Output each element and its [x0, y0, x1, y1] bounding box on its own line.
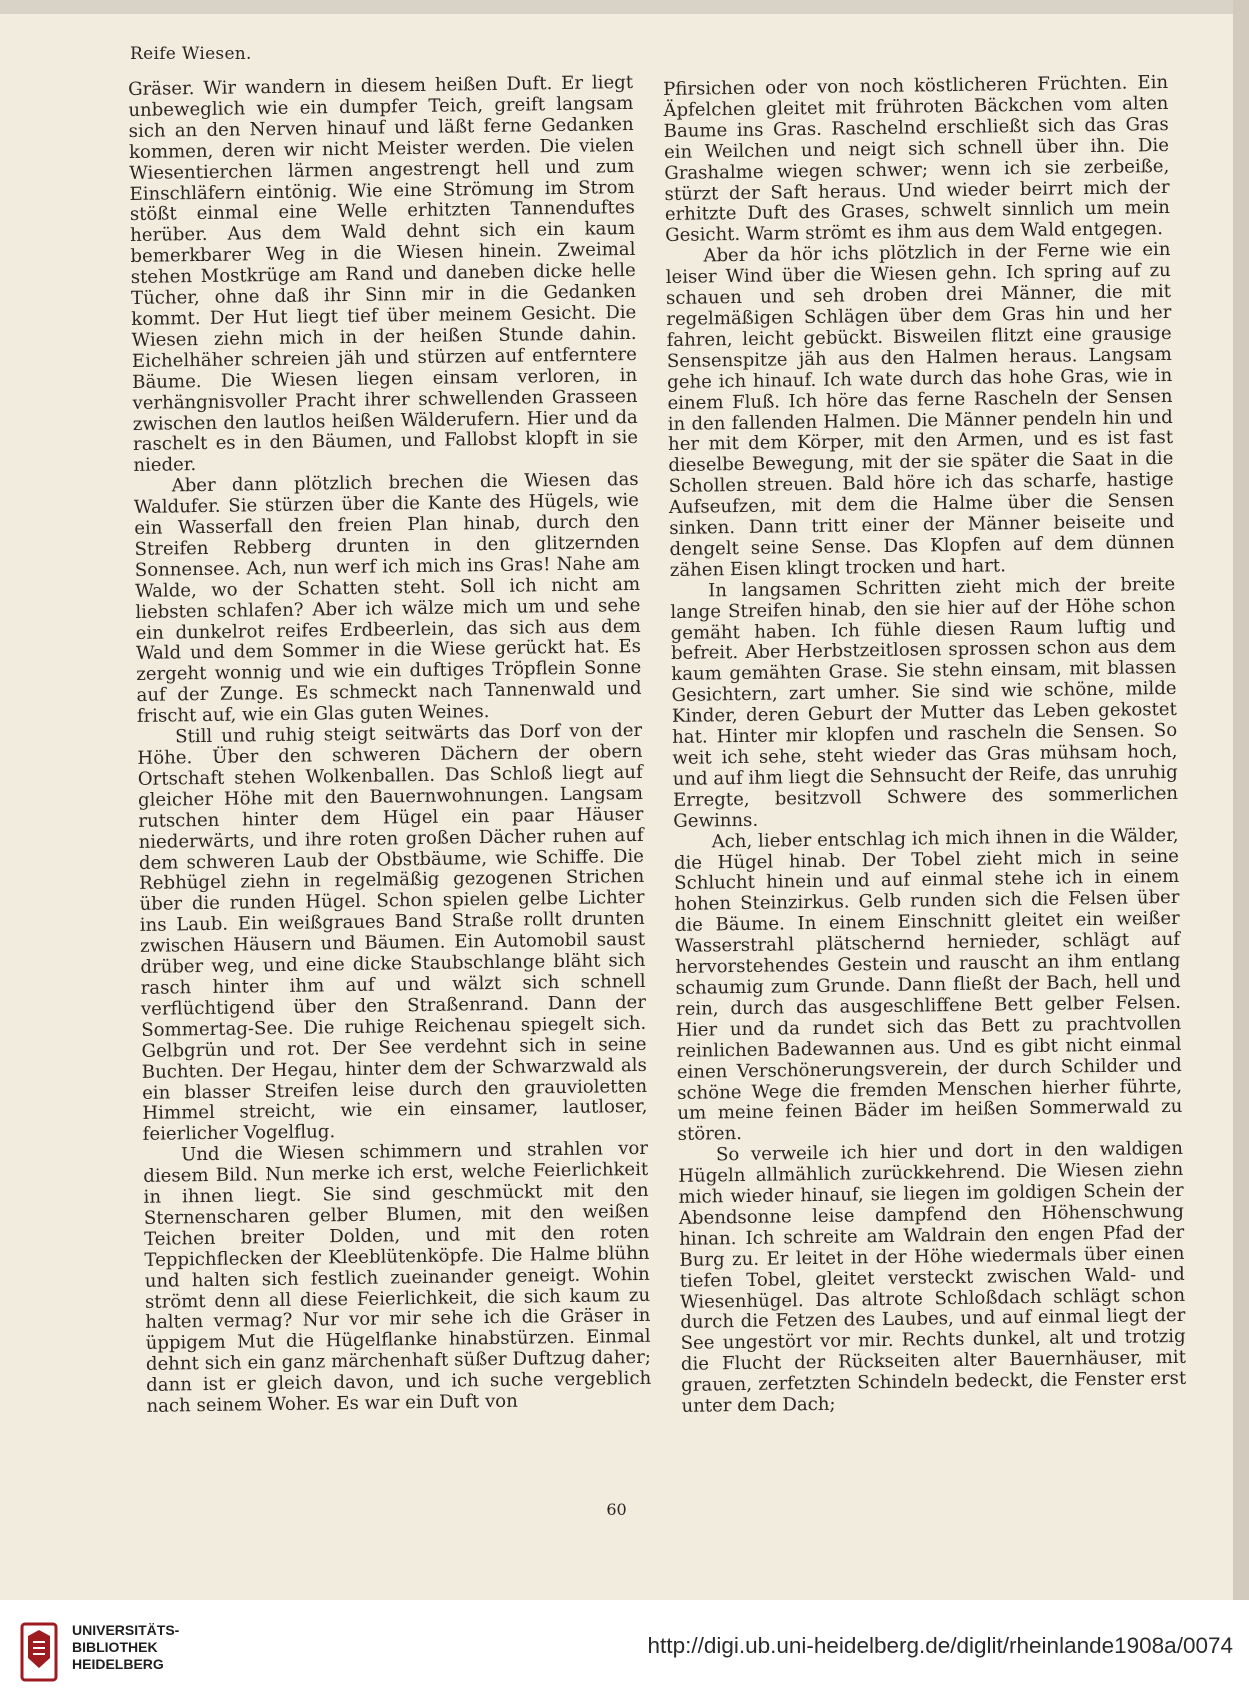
right-text-column	[663, 73, 1187, 1418]
page-number: 60	[606, 1500, 627, 1519]
paragraph: Pfirsichen oder von noch köstlicheren Früchten. Ein Äpfelchen gleitet mit frühroten Bäckchen vom alten Baume ins Gras. Raschelnd erschließt sich das Gras ein Weilchen und neigt sich schnell über ihn. Die Grashalme wiegen schwer; wenn ich sie zerbeiße, stürzt der Saft heraus. Und wieder beirrt mich der erhitzte Duft des Grases, schwelt sinnlich um mein Gesicht. Warm strömt es ihm aus dem Wald entgegen.	[662, 71, 1170, 247]
book-page	[0, 14, 1233, 1600]
paragraph: Und die Wiesen schimmern und strahlen vor diesem Bild. Nun merke ich erst, welche Feierlichkeit in ihnen liegt. Sie sind geschmückt mit den Sternenscharen gelber Blumen, mit den weißen Teichen breiter Dolden, und mit den roten Teppichflecken der Kleeblütenköpfe. Die Halme blühn und halten sich festlich zueinander geneigt. Wohin strömt denn all diese Feierlichkeit, die sich kaum zu halten vermag? Nur vor mir sehe ich die Gräser in üppigem Mut die Hügelflanke hinabstürzen. Einmal dehnt sich ein ganz märchenhaft süßer Duftzug daher; dann ist er gleich davon, und ich suche vergeblich nach seinem Woher. Es war ein Duft von	[143, 1138, 652, 1417]
scan-border-top	[0, 0, 1249, 14]
left-text-column	[128, 73, 652, 1418]
paragraph: Aber dann plötzlich brechen die Wiesen das Waldufer. Sie stürzen über die Kante des Hügels, wie ein Wasserfall den freien Plan hinab, durch den Streifen Rebberg drunten in den glitzernden Sonnensee. Ach, nun werf ich mich ins Gras! Nahe am Walde, wo der Schatten steht. Soll ich nicht am liebsten schlafen? Aber ich wälze mich um und sehe ein dunkelrot reifes Erdbeerlein, das sich aus dem Wald und dem Sommer in die Wiese gerückt hat. Es zergeht wonnig und wie ein duftiges Tröpflein Sonne auf der Zunge. Es schmeckt nach Tannenwald und frischt auf, wie ein Glas guten Weines.	[133, 469, 642, 728]
source-url-link[interactable]: http://digi.ub.uni-heidelberg.de/diglit/rheinlande1908a/0074	[647, 1633, 1233, 1658]
paragraph: Still und ruhig steigt seitwärts das Dorf von der Höhe. Über den schweren Dächern der obern Ortschaft stehen Wolkenballen. Das Schloß liegt auf gleicher Höhe mit den Bauernwohnungen. Langsam rutschen hinter dem Hügel ein paar Häuser niederwärts, und ihre roten großen Dächer ruhen auf dem schweren Laub der Obstbäume, wie Schiffe. Die Rebhügel ziehn in regelmäßig gezogenen Strichen über die runden Hügel. Schon spielen gelbe Lichter ins Laub. Ein weißgraues Band Straße rollt drunten zwischen Häusern und Bäumen. Ein Automobil saust drüber weg, und eine dicke Staubschlange bläht sich rasch hinter ihm auf und wälzt sich schnell verflüchtigend über den Straßenrand. Dann der Sommertag-See. Die ruhige Reichenau spiegelt sich. Gelbgrün und rot. Der See verdehnt sich in seine Buchten. Der Hegau, hinter dem der Schwarzwald als ein blasser Streifen leise durch den grauvioletten Himmel streicht, wie ein einsamer, lautloser, feierlicher Vogelflug.	[137, 719, 648, 1146]
scan-border-right	[1233, 0, 1249, 1600]
library-name-line: UNIVERSITÄTS-	[72, 1622, 180, 1638]
paragraph: In langsamen Schritten zieht mich der breite lange Streifen hinab, den sie hier auf der Höhe schon gemäht haben. Ich fühle diesen Raum luftig und befreit. Aber Herbstzeitlosen sprossen schon aus dem kaum gemähten Grase. Sie stehn einsam, mit blassen Gesichtern, zart umher. Sie sind wie schöne, milde Kinder, deren Geburt der Mutter das Leben gekostet hat. Hinter mir klopfen und rascheln die Sensen. So weit ich sehe, steht wieder das Gras mühsam hoch, und auf ihm liegt die Sehnsucht der Reife, das unruhig Erregte, besitzvoll Schwere des sommerlichen Gewinns.	[670, 573, 1179, 832]
library-name-line: HEIDELBERG	[72, 1656, 164, 1672]
library-footer	[0, 1600, 1249, 1704]
paragraph: So verweile ich hier und dort in den waldigen Hügeln allmählich zurückkehrend. Die Wiesen ziehn mich wieder hinauf, sie liegen im goldigen Schein der Abendsonne leise dampfend den Höhenschwung hinan. Ich schreite am Waldrain den engen Pfad der Burg zu. Er leitet in der Höhe wiedermals über einen tiefen Tobel, gleitet versteckt zwischen Wald- und Wiesenhügel. Das altrote Schloßdach schlägt schon durch die Fetzen des Laubes, und auf einmal liegt der See ungestört vor mir. Rechts dunkel, alt und trotzig die Flucht der Rückseiten alter Bauernhäuser, mit grauen, zerfetzten Schindeln bedeckt, die Fenster erst unter dem Dach;	[678, 1138, 1187, 1417]
library-name	[72, 1622, 179, 1673]
university-seal-icon	[18, 1618, 60, 1686]
paragraph: Gräser. Wir wandern in diesem heißen Duft. Er liegt unbeweglich wie ein dumpfer Teich, greift langsam sich an den Nerven hinauf und läßt ferne Gedanken kommen, deren wir nicht Meister werden. Die vielen Wiesentierchen lärmen angestrengt hell und zum Einschläfern eintönig. Wie eine Strömung im Strom stößt einmal eine Welle erhitzten Tannenduftes herüber. Aus dem Wald dehnt sich ein kaum bemerkbarer Weg in die Wiesen hinein. Zweimal stehen Mostkrüge am Rand und daneben dicke helle Tücher, ohne daß ihr Sinn mir in die Gedanken kommt. Der Hut liegt tief über meinem Gesicht. Die Wiesen ziehn mich in der heißen Stunde dahin. Eichelhäher schreien jäh und stürzen auf entferntere Bäume. Die Wiesen liegen einsam verloren, in verhängnisvoller Pracht ihrer schwellenden Grasseen zwischen den lautlos heißen Wälderufern. Hier und da raschelt es in den Bäumen, und Fallobst klopft in sie nieder.	[127, 71, 639, 477]
paragraph: Aber da hör ichs plötzlich in der Ferne wie ein leiser Wind über die Wiesen gehn. Ich spring auf zu schauen und seh droben drei Männer, die mit regelmäßigen Schlägen über dem Gras hin und her fahren, leicht gebückt. Bisweilen flitzt eine grausige Sensenspitze jäh aus den Halmen heraus. Langsam gehe ich hinauf. Ich wate durch das hohe Gras, wie in einem Fluß. Ich höre das ferne Rascheln der Sensen in den fallenden Halmen. Die Männer pendeln hin und her mit dem Körper, mit den Armen, und es ist fast dieselbe Bewegung, mit der sie später die Saat in die Schollen streuen. Bald höre ich das scharfe, hastige Aufseufzen, mit dem die Halme über die Sensen sinken. Dann tritt einer der Männer beiseite und dengelt seine Sense. Das Klopfen auf dem dünnen zähen Eisen klingt trocken und hart.	[665, 239, 1175, 581]
running-head: Reife Wiesen.	[130, 44, 252, 64]
paragraph: Ach, lieber entschlag ich mich ihnen in die Wälder, die Hügel hinab. Der Tobel zieht mich in seine Schlucht hinein und auf einmal stehe ich in einem hohen Steinzirkus. Gelb runden sich die Felsen über die Bäume. In einem Einschnitt gleitet ein weißer Wasserstrahl plätschernd hernieder, schlägt auf hervorstehendes Gestein und rauscht an ihm entlang schaumig zum Grunde. Dann fließt der Bach, hell und rein, durch das ausgeschliffene Bett gelber Felsen. Hier und da rundet sich das Bett zu prachtvollen reinlichen Badewannen aus. Und es gibt nicht einmal einen Verschönerungsverein, der durch Schilder und schöne Wege die fremden Menschen hierher führte, um meine feinen Bäder im heißen Sommerwald zu stören.	[673, 824, 1183, 1146]
library-name-line: BIBLIOTHEK	[72, 1639, 158, 1655]
